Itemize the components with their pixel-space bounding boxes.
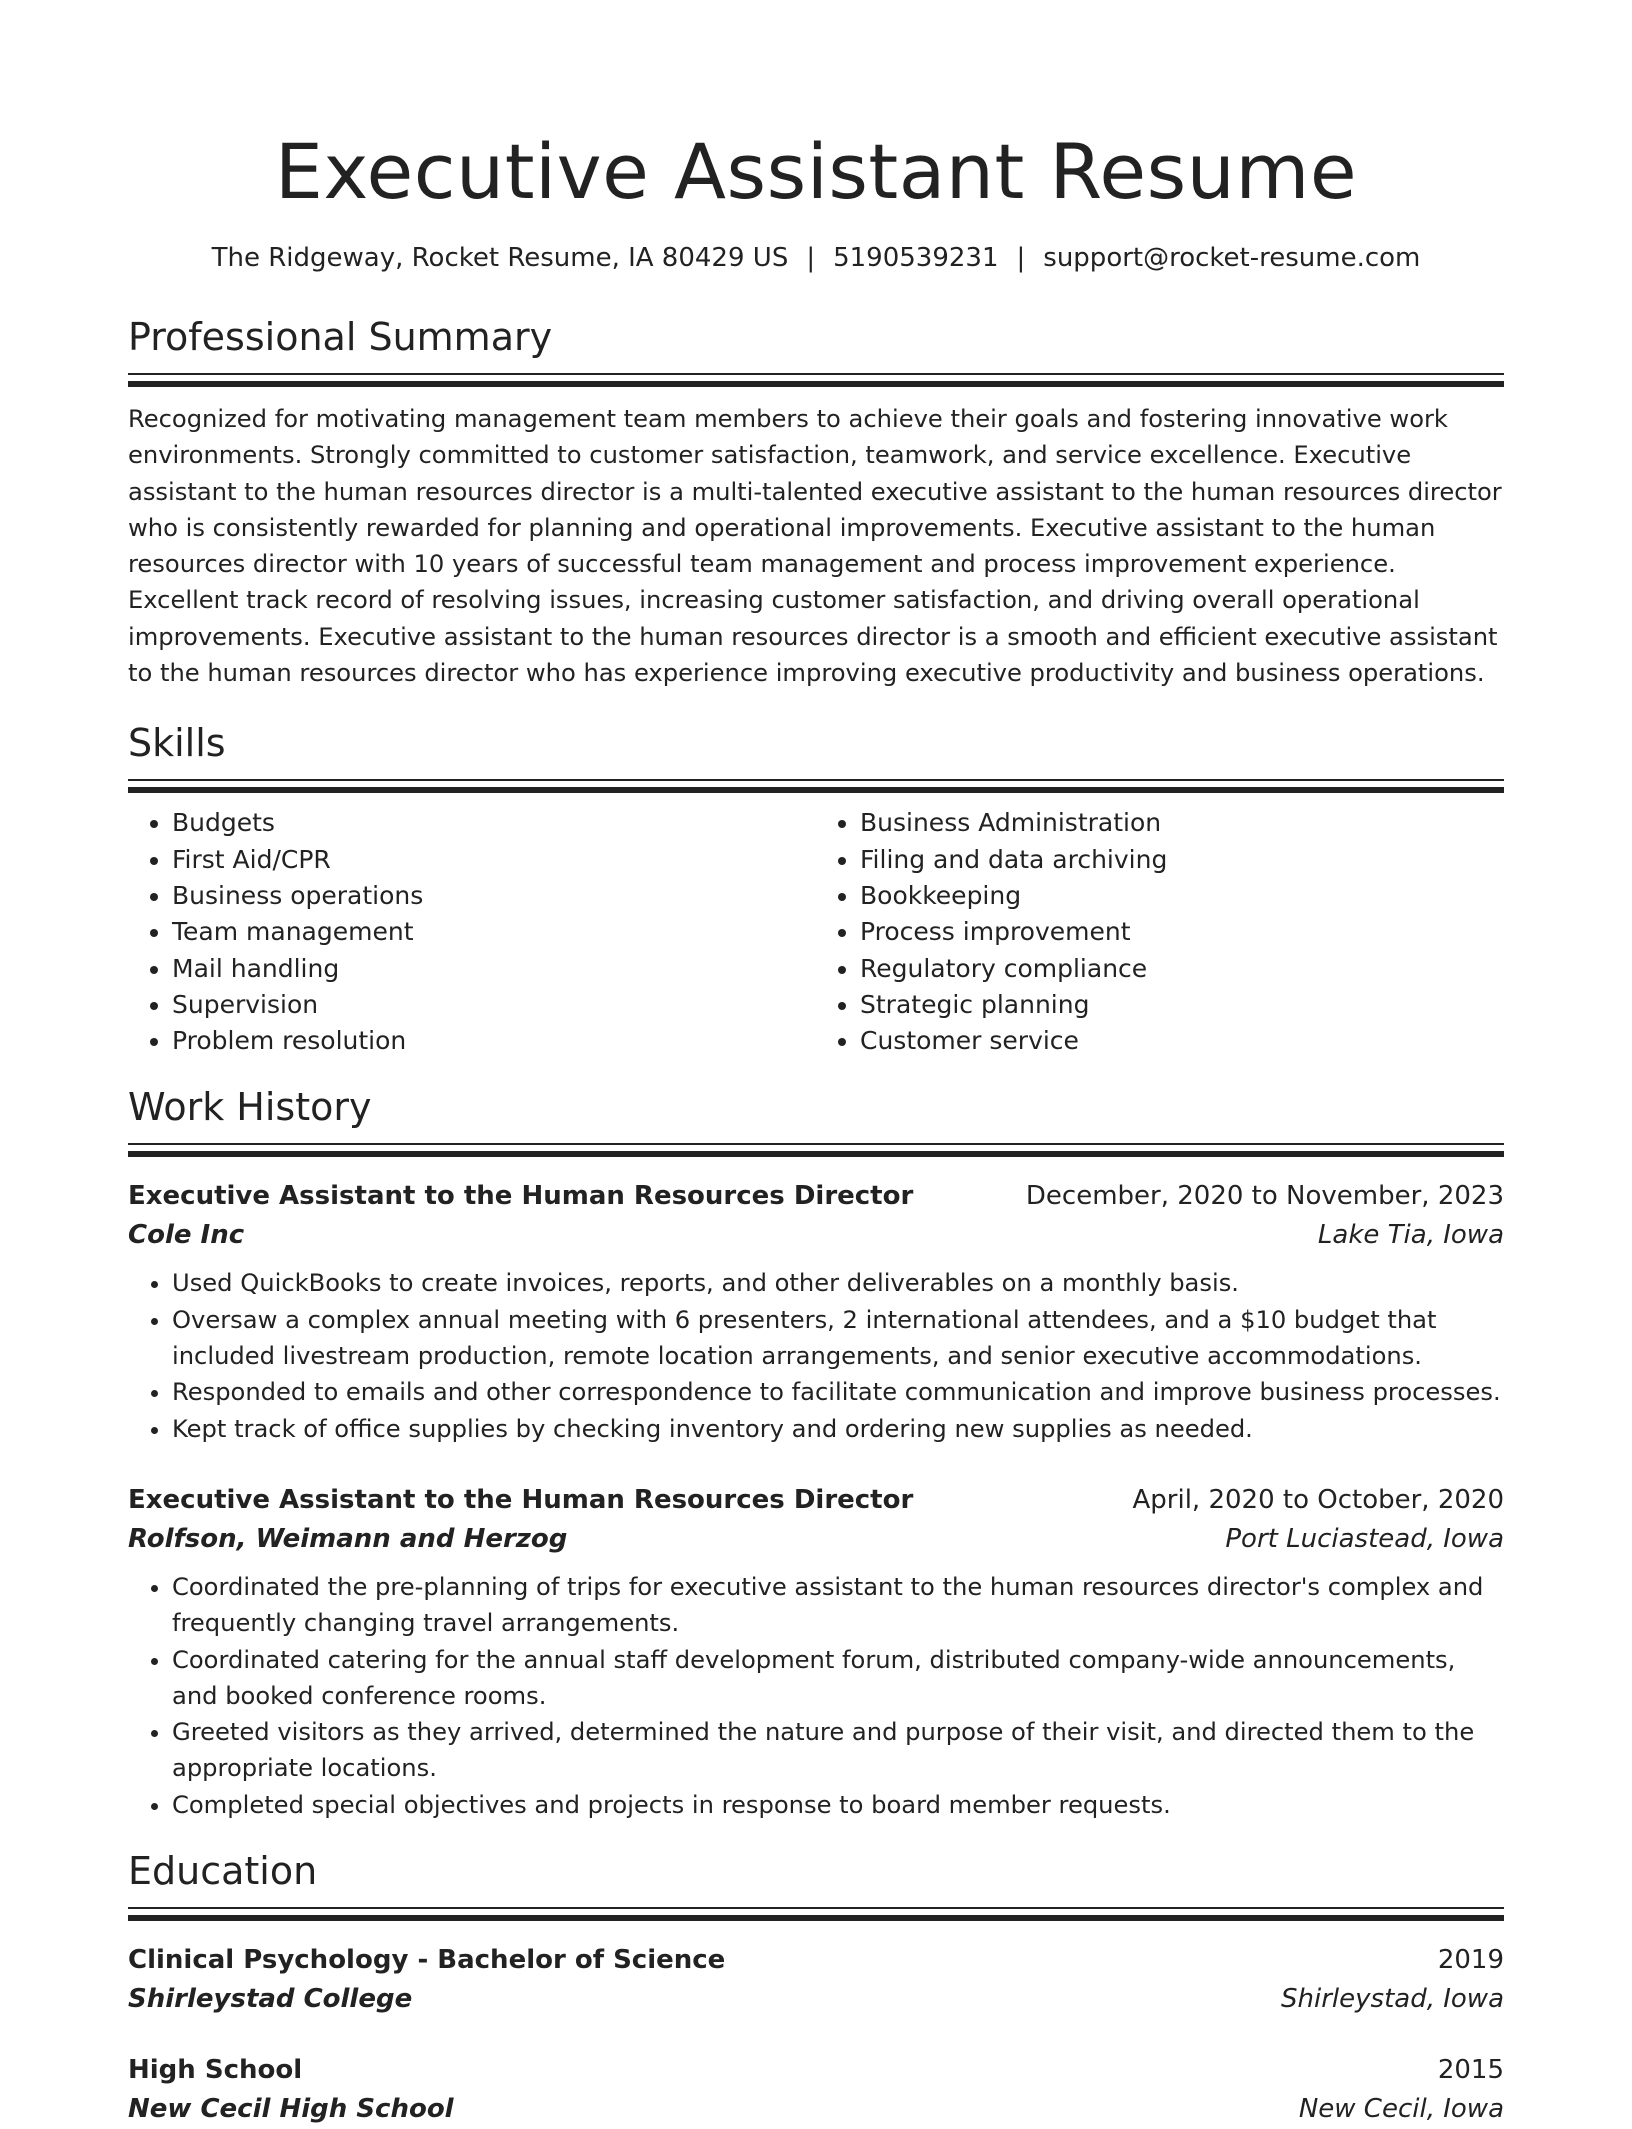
contact-separator: | [1016, 243, 1026, 273]
job-bullet: • Coordinated the pre-planning of trips for executive assistant to the human resources director's complex and frequently changing travel arrangements. [172, 1569, 1504, 1642]
job-subheader [128, 1519, 1504, 1559]
section-rule-thick [128, 381, 1504, 387]
section-rule [128, 373, 1504, 375]
contact-separator: | [806, 243, 816, 273]
job-dates: December, 2020 to November, 2023 [1025, 1181, 1504, 1212]
education-year: 2019 [1437, 1945, 1504, 1976]
section-rule-thick [128, 787, 1504, 793]
skill-item: • Business Administration [860, 805, 1504, 841]
job-bullets [128, 1265, 1504, 1446]
contact-line [128, 240, 1504, 276]
job-bullet: • Oversaw a complex annual meeting with 6 presenters, 2 international attendees, and a $10 budget that included livestream production, remote location arrangements, and senior executive accommodations. [172, 1302, 1504, 1375]
education-header [128, 2051, 1504, 2089]
education-school: Shirleystad College [128, 1984, 413, 2015]
job-location: Port Luciastead, Iowa [1225, 1523, 1504, 1554]
section-rule-thick [128, 1151, 1504, 1157]
job-bullet: • Completed special objectives and projects in response to board member requests. [172, 1787, 1504, 1823]
job-dates: April, 2020 to October, 2020 [1132, 1484, 1504, 1515]
education-degree: Clinical Psychology - Bachelor of Science [128, 1945, 726, 1976]
skill-item: • First Aid/CPR [172, 842, 816, 878]
skill-item: • Business operations [172, 878, 816, 914]
summary-section [128, 311, 1504, 691]
skill-item: • Customer service [860, 1023, 1504, 1059]
job-bullets [128, 1569, 1504, 1823]
education-school: New Cecil High School [128, 2094, 454, 2125]
education-subheader [128, 1979, 1504, 2019]
job-bullet: • Kept track of office supplies by checking inventory and ordering new supplies as needed. [172, 1411, 1504, 1447]
job-bullet: • Coordinated catering for the annual staff development forum, distributed company-wide announcements, and booked conference rooms. [172, 1642, 1504, 1715]
job-bullet: • Used QuickBooks to create invoices, reports, and other deliverables on a monthly basis. [172, 1265, 1504, 1301]
job-entry [128, 1177, 1504, 1446]
skill-item: • Process improvement [860, 914, 1504, 950]
education-section [128, 1845, 1504, 2129]
education-location: New Cecil, Iowa [1298, 2094, 1504, 2125]
job-bullet: • Greeted visitors as they arrived, determined the nature and purpose of their visit, and directed them to the appropriate locations. [172, 1714, 1504, 1787]
skills-list-left [128, 805, 816, 1059]
contact-email: support@rocket-resume.com [1043, 243, 1421, 273]
skill-item: • Team management [172, 914, 816, 950]
job-company: Rolfson, Weimann and Herzog [128, 1523, 568, 1554]
section-rule [128, 1907, 1504, 1909]
skills-section [128, 717, 1504, 1059]
skill-item: • Problem resolution [172, 1023, 816, 1059]
skill-item: • Filing and data archiving [860, 842, 1504, 878]
skill-item: • Supervision [172, 987, 816, 1023]
resume-title: Executive Assistant Resume [274, 127, 1358, 216]
education-entry [128, 1941, 1504, 2019]
job-header [128, 1481, 1504, 1519]
summary-text: Recognized for motivating management team members to achieve their goals and fostering innovative work environments. Strongly committed to customer satisfaction, teamwork, and service excellence. Executive assistant to the human resources director is a multi-talented executive assistant to the human resources director who is consistently rewarded for planning and operational improvements. Executive assistant to the human resources director with 10 years of successful team management and process improvement experience. Excellent track record of resolving issues, increasing customer satisfaction, and driving overall operational improvements. Executive assistant to the human resources director is a smooth and efficient executive assistant to the human resources director who has experience improving executive productivity and business operations. [128, 405, 1502, 688]
section-rule [128, 779, 1504, 781]
job-subheader [128, 1215, 1504, 1255]
job-title: Executive Assistant to the Human Resources Director [128, 1484, 914, 1515]
skill-item: • Strategic planning [860, 987, 1504, 1023]
education-degree: High School [128, 2055, 303, 2086]
job-location: Lake Tia, Iowa [1317, 1220, 1504, 1251]
education-location: Shirleystad, Iowa [1281, 1984, 1504, 2015]
contact-address: The Ridgeway, Rocket Resume, IA 80429 US [211, 243, 789, 273]
skill-item: • Budgets [172, 805, 816, 841]
job-title: Executive Assistant to the Human Resources Director [128, 1181, 914, 1212]
job-company: Cole Inc [128, 1220, 245, 1251]
skill-item: • Mail handling [172, 951, 816, 987]
section-heading-skills: Skills [128, 721, 226, 766]
education-entry [128, 2051, 1504, 2129]
section-rule [128, 1143, 1504, 1145]
section-heading-education: Education [128, 1849, 318, 1894]
education-subheader [128, 2089, 1504, 2129]
contact-phone: 5190539231 [833, 243, 999, 273]
section-heading-summary: Professional Summary [128, 315, 553, 359]
skills-list-right [816, 805, 1504, 1059]
section-heading-work: Work History [128, 1085, 372, 1130]
job-entry [128, 1481, 1504, 1823]
skills-columns [128, 805, 1504, 1059]
education-header [128, 1941, 1504, 1979]
section-rule-thick [128, 1915, 1504, 1921]
skill-item: • Bookkeeping [860, 878, 1504, 914]
job-bullet: • Responded to emails and other correspondence to facilitate communication and improve business processes. [172, 1374, 1504, 1410]
skill-item: • Regulatory compliance [860, 951, 1504, 987]
education-year: 2015 [1437, 2055, 1504, 2086]
job-header [128, 1177, 1504, 1215]
work-section [128, 1081, 1504, 1823]
